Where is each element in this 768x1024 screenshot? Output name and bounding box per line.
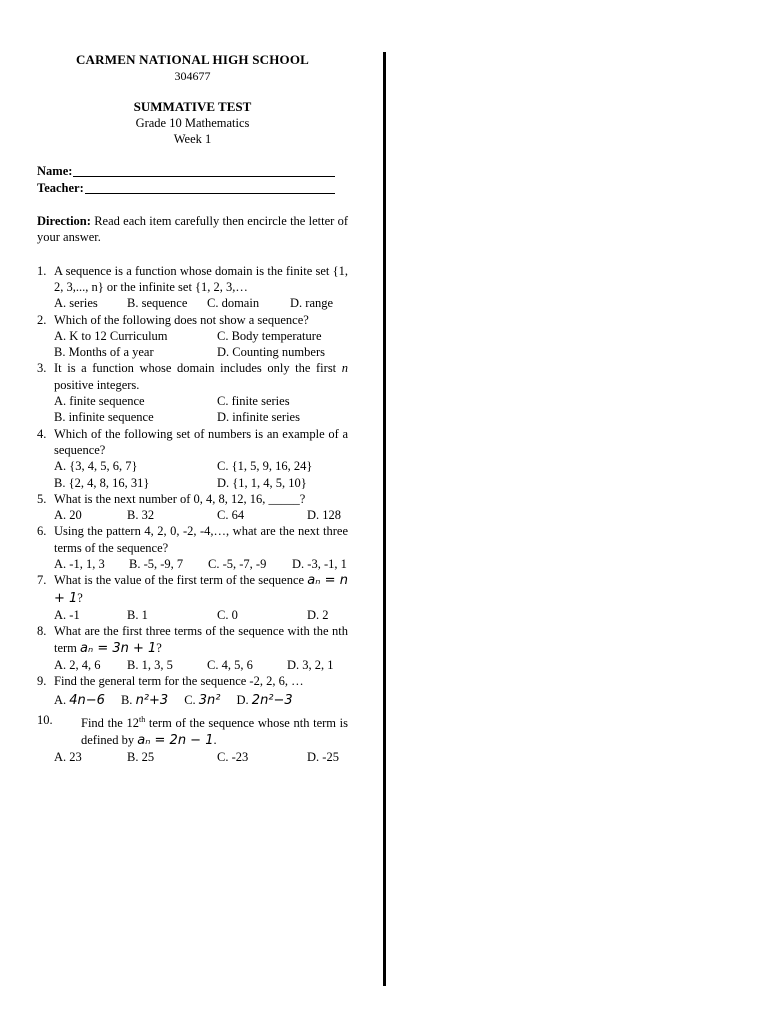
question-2-options xyxy=(37,328,348,361)
option-c[interactable] xyxy=(184,689,220,712)
question-suffix: ? xyxy=(156,640,162,655)
column-divider xyxy=(383,52,386,986)
question-text-part: positive integers. xyxy=(54,377,140,392)
option-a[interactable]: A. finite sequence xyxy=(54,394,145,409)
option-a[interactable]: A. series xyxy=(54,296,98,311)
option-expression: 2n²−3 xyxy=(251,693,293,709)
formula: aₙ = n + 1 xyxy=(54,573,348,606)
option-a[interactable] xyxy=(54,689,105,712)
option-b[interactable]: B. 1 xyxy=(127,607,148,622)
option-a[interactable]: A. -1, 1, 3 xyxy=(54,557,105,572)
option-c[interactable]: C. domain xyxy=(207,296,260,311)
question-10 xyxy=(37,712,348,749)
option-d[interactable]: D. 2 xyxy=(307,607,329,622)
teacher-blank[interactable] xyxy=(85,180,335,194)
option-letter: C. xyxy=(184,693,196,708)
question-number: 1. xyxy=(37,263,47,278)
student-fields xyxy=(37,163,348,196)
option-d[interactable]: D. range xyxy=(290,296,334,311)
option-d[interactable] xyxy=(237,689,293,712)
option-a[interactable]: A. {3, 4, 5, 6, 7} xyxy=(54,459,138,474)
question-9-options xyxy=(37,689,348,712)
option-expression: 4n−6 xyxy=(69,693,105,709)
option-b[interactable]: B. infinite sequence xyxy=(54,410,154,425)
formula: aₙ = 3n + 1 xyxy=(80,640,157,656)
question-text-part: What is the value of the first term of the sequence xyxy=(54,573,305,588)
name-label: Name: xyxy=(37,164,73,179)
direction-text: Read each item carefully then encircle the letter of your answer. xyxy=(37,214,348,245)
option-letter: D. xyxy=(236,693,249,708)
option-d[interactable]: D. -3, -1, 1 xyxy=(292,557,347,572)
question-1-options xyxy=(37,295,348,311)
question-number: 8. xyxy=(37,624,47,639)
option-b[interactable]: B. -5, -9, 7 xyxy=(129,557,184,572)
option-d[interactable]: D. Counting numbers xyxy=(217,345,325,360)
question-7-options xyxy=(37,607,348,623)
question-suffix: . xyxy=(213,732,217,747)
option-c[interactable]: C. -5, -7, -9 xyxy=(208,557,267,572)
option-b[interactable]: B. {2, 4, 8, 16, 31} xyxy=(54,475,150,490)
option-c[interactable]: C. 4, 5, 6 xyxy=(207,657,253,672)
question-number: 7. xyxy=(37,573,47,588)
option-a[interactable]: A. K to 12 Curriculum xyxy=(54,328,168,343)
direction xyxy=(37,213,348,246)
question-6 xyxy=(37,523,348,556)
question-text: Which of the following does not show a sequence? xyxy=(54,312,309,327)
option-c[interactable]: C. 0 xyxy=(217,607,238,622)
question-5 xyxy=(37,491,348,507)
question-2 xyxy=(37,312,348,328)
question-4-options xyxy=(37,458,348,491)
question-number: 9. xyxy=(37,674,47,689)
question-3 xyxy=(37,360,348,393)
question-list xyxy=(37,263,348,766)
question-number: 5. xyxy=(37,491,47,506)
option-d[interactable]: D. {1, 1, 4, 5, 10} xyxy=(217,475,307,490)
question-text xyxy=(81,712,348,749)
question-text xyxy=(54,360,348,393)
option-b[interactable]: B. 1, 3, 5 xyxy=(127,657,173,672)
question-8 xyxy=(37,623,348,657)
subject: Grade 10 Mathematics xyxy=(135,115,250,130)
variable-n: n xyxy=(341,361,348,376)
school-code: 304677 xyxy=(174,69,211,84)
option-b[interactable]: B. 25 xyxy=(127,750,155,765)
option-b[interactable]: B. sequence xyxy=(127,296,188,311)
option-a[interactable]: A. 23 xyxy=(54,750,82,765)
question-number: 3. xyxy=(37,361,47,376)
option-c[interactable]: C. {1, 5, 9, 16, 24} xyxy=(217,459,313,474)
question-3-options xyxy=(37,393,348,426)
option-b[interactable]: B. Months of a year xyxy=(54,345,154,360)
question-text: What is the next number of 0, 4, 8, 12, 16, _____? xyxy=(54,491,306,506)
option-d[interactable]: D. -25 xyxy=(307,750,339,765)
ordinal-suffix: th xyxy=(139,715,146,725)
question-text: Find the general term for the sequence -2, 2, 6, … xyxy=(54,674,304,689)
question-text: A sequence is a function whose domain is the finite set {1, 2, 3,..., n} or the infinite set {1, 2, 3,… xyxy=(54,263,348,294)
school-name: CARMEN NATIONAL HIGH SCHOOL xyxy=(75,52,310,67)
question-8-options xyxy=(37,657,348,673)
option-c[interactable]: C. Body temperature xyxy=(217,328,322,343)
option-d[interactable]: D. infinite series xyxy=(217,410,300,425)
test-title: SUMMATIVE TEST xyxy=(133,98,252,114)
left-column xyxy=(37,52,348,765)
option-d[interactable]: D. 3, 2, 1 xyxy=(287,657,334,672)
option-a[interactable]: A. -1 xyxy=(54,607,80,622)
option-a[interactable]: A. 2, 4, 6 xyxy=(54,657,101,672)
question-text-part: term of the sequence whose nth term is defined by xyxy=(81,716,348,747)
option-c[interactable]: C. finite series xyxy=(217,394,290,409)
option-letter: A. xyxy=(54,693,67,708)
name-blank[interactable] xyxy=(73,163,335,177)
question-1 xyxy=(37,263,348,296)
option-a[interactable]: A. 20 xyxy=(54,508,82,523)
formula: aₙ = 2n − 1 xyxy=(137,732,214,748)
week: Week 1 xyxy=(173,132,212,147)
option-b[interactable] xyxy=(121,689,168,712)
question-5-options xyxy=(37,507,348,523)
question-6-options xyxy=(37,556,348,572)
question-4 xyxy=(37,426,348,459)
option-expression: n²+3 xyxy=(135,693,169,709)
question-text xyxy=(54,623,348,657)
question-text: Which of the following set of numbers is an example of a sequence? xyxy=(54,426,348,457)
option-letter: B. xyxy=(120,693,133,708)
question-number: 10. xyxy=(37,713,53,728)
question-text-part: It is a function whose domain includes only the first xyxy=(54,361,342,376)
question-text: Using the pattern 4, 2, 0, -2, -4,…, what are the next three terms of the sequence? xyxy=(54,524,348,555)
question-number: 2. xyxy=(37,312,47,327)
teacher-label: Teacher: xyxy=(37,180,84,195)
direction-label: Direction: xyxy=(37,214,91,229)
option-c[interactable]: C. -23 xyxy=(217,750,249,765)
option-expression: 3n² xyxy=(198,693,221,709)
question-text xyxy=(54,572,348,607)
question-10-options xyxy=(37,749,348,765)
question-suffix: ? xyxy=(77,590,83,605)
name-field[interactable] xyxy=(37,163,335,179)
option-b[interactable]: B. 32 xyxy=(127,508,155,523)
question-9 xyxy=(37,673,348,689)
option-d[interactable]: D. 128 xyxy=(307,508,342,523)
question-text-part: What are the first three terms of the sequence with the nth term xyxy=(54,624,348,655)
option-c[interactable]: C. 64 xyxy=(217,508,245,523)
question-text-part: Find the 12 xyxy=(81,716,139,731)
question-number: 6. xyxy=(37,524,47,539)
question-number: 4. xyxy=(37,426,47,441)
question-7 xyxy=(37,572,348,607)
teacher-field[interactable] xyxy=(37,180,335,196)
